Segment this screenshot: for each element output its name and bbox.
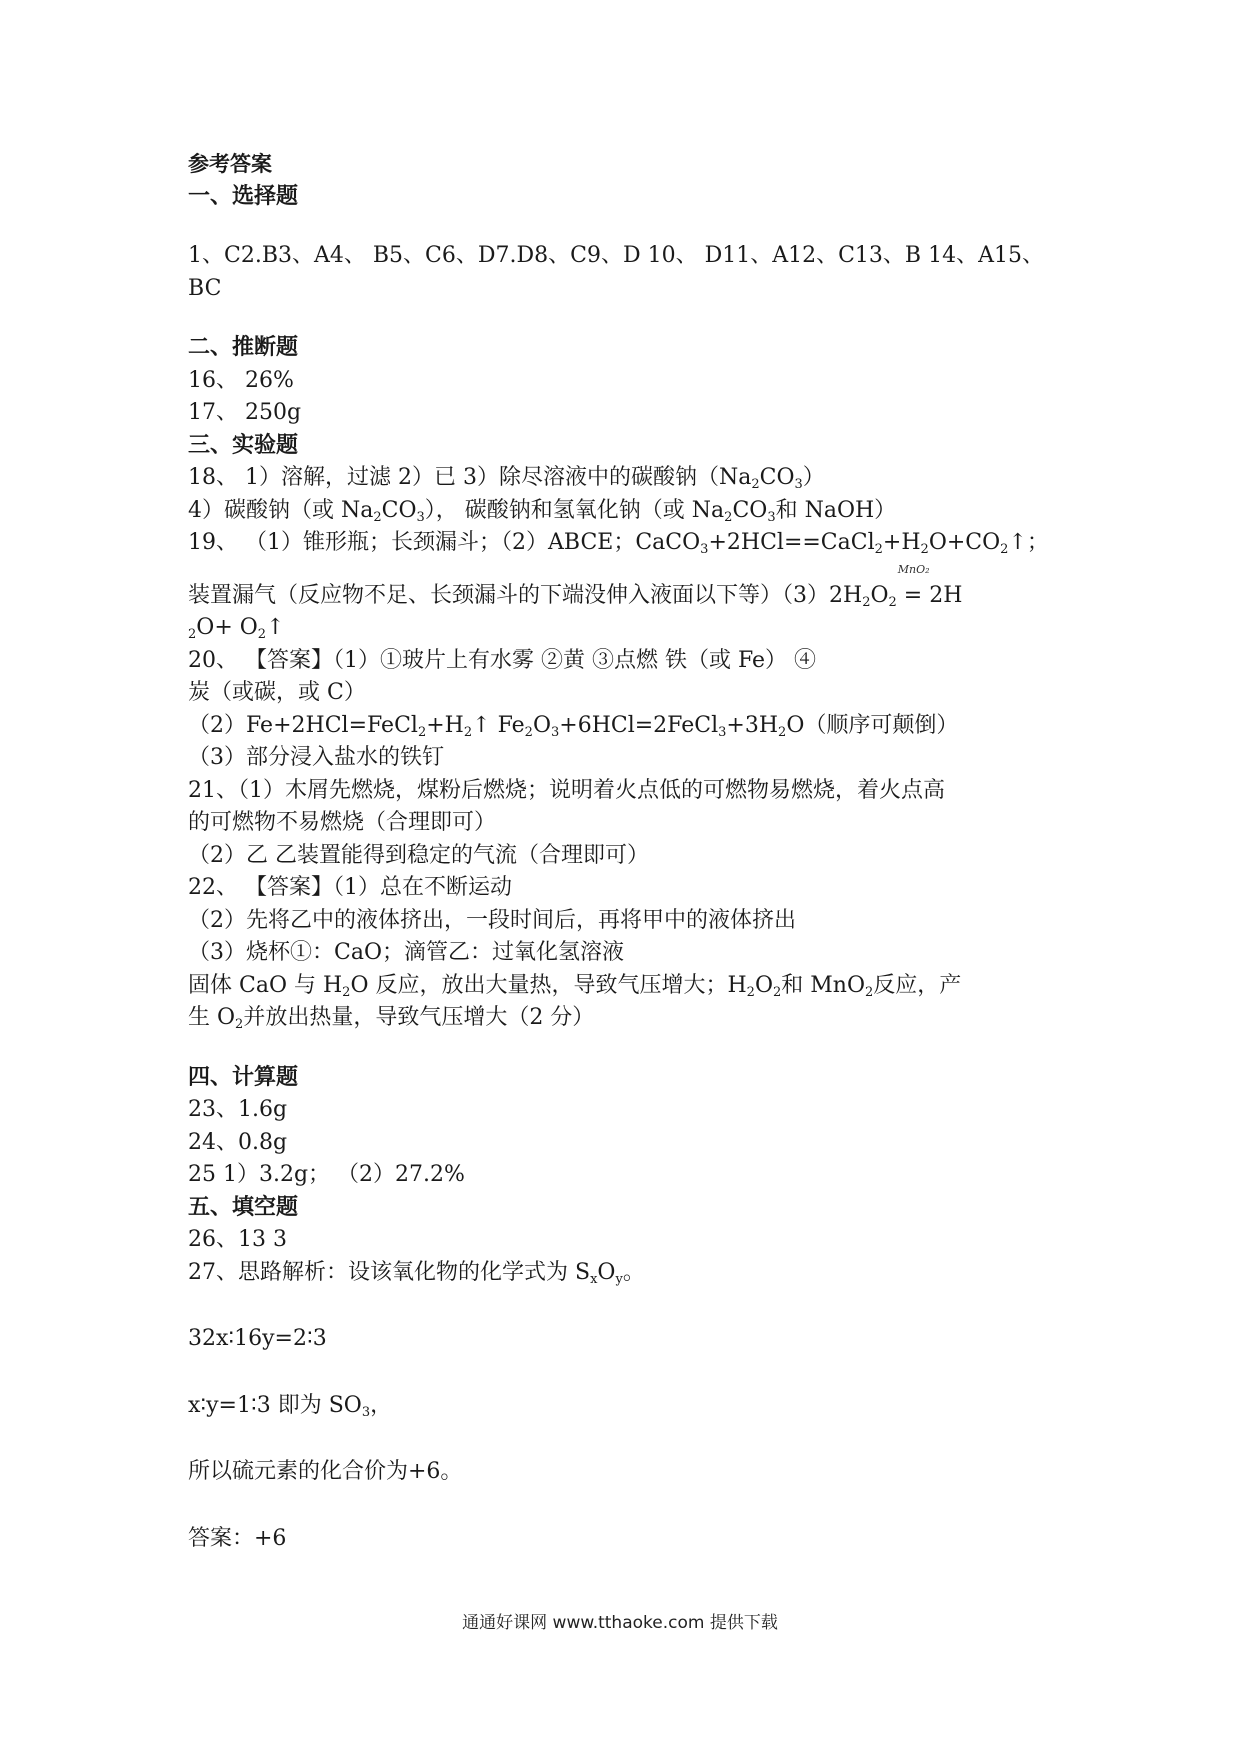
catalyst-equals-sign: MnO₂ = <box>904 580 922 613</box>
page-title: 参考答案 <box>188 152 272 176</box>
answer-22-line: 生 $O_2$并放出热量，导致气压增大（2 分） <box>188 1005 595 1032</box>
answer-23: 23、1.6g <box>188 1097 288 1122</box>
answer-18-line: 18、 1）溶解，过滤 2）已 3）除尽溶液中的碳酸钠$(Na_2CO_3)$ <box>188 465 825 492</box>
answer-19-line: 装置漏气（反应物不足、长颈漏斗的下端没伸入液面以下等）$(3)2H_2O_2$ MnO₂ = 2H <box>188 580 1068 613</box>
section-heading-experiment: 三、实验题 <box>188 432 299 458</box>
answer-20-line: $(2)Fe+2HCl=FeCl_2+H_2↑$ $Fe_2O_3+6HCl=2FeCl_3+3H_2O$（顺序可颠倒） <box>188 712 959 740</box>
answer-26: 26、13 3 <box>188 1227 287 1252</box>
catalyst-label: MnO₂ <box>897 562 930 576</box>
section-heading-inference: 二、推断题 <box>188 335 299 360</box>
answer-20-line: 炭（或碳，或 C） <box>188 680 366 705</box>
answer-22-line: （3）烧杯①：CaO；滴管乙：过氧化氢溶液 <box>188 940 624 965</box>
answer-19-line: 19、 （1）锥形瓶；长颈漏斗；（2）ABCE；$CaCO_3+2HCl==CaCl_2+H_2O+CO_2↑$； <box>188 530 1049 557</box>
answer-27-final: 答案：+6 <box>188 1525 287 1551</box>
section-heading-calculation: 四、计算题 <box>188 1064 299 1090</box>
answer-22-line: 22、 【答案】（1）总在不断运动 <box>188 875 512 900</box>
section-heading-choice: 一、选择题 <box>188 183 299 209</box>
answer-27-line: x∶y=1∶3 即为 $SO_3$， <box>188 1392 393 1420</box>
page-footer: 通通好课网 www.tthaoke.com 提供下载 <box>462 1613 778 1633</box>
answer-17: 17、 250g <box>188 400 302 425</box>
answer-27-line: 27、思路解析：设该氧化物的化学式为 $S_xO_y$。 <box>188 1259 645 1287</box>
answer-22-line: 固体 CaO 与 $H_2O$ 反应，放出大量热，导致气压增大；$H_2O_2$和 MnO$_2$反应，产 <box>188 972 962 1000</box>
answer-16: 16、 26% <box>188 367 294 393</box>
answer-24: 24、0.8g <box>188 1129 288 1155</box>
answer-19-line: $_2O+ O_2↑$ <box>188 615 285 642</box>
answer-22-line: （2）先将乙中的液体挤出，一段时间后，再将甲中的液体挤出 <box>188 907 796 933</box>
answer-20-line: 20、 【答案】（1）①玻片上有水雾 ②黄 ③点燃 铁（或 Fe） ④ <box>188 647 817 673</box>
answer-27-line: 所以硫元素的化合价为+6。 <box>188 1459 463 1484</box>
answer-21-line: （2）乙 乙装置能得到稳定的气流（合理即可） <box>188 842 649 868</box>
choice-answers-line: 1、C2.B3、A4、 B5、C6、D7.D8、C9、D 10、 D11、A12、C13、B 14、A15、 <box>188 243 1044 268</box>
answer-27-line: 32x∶16y=2∶3 <box>188 1326 327 1351</box>
choice-answers-line: BC <box>188 275 222 301</box>
answer-21-line: 21、（1）木屑先燃烧，煤粉后燃烧；说明着火点低的可燃物易燃烧，着火点高 <box>188 777 945 803</box>
answer-20-line: （3）部分浸入盐水的铁钉 <box>188 745 444 770</box>
answer-18-line: 4）碳酸钠（或 $Na_2CO_3$）， 碳酸钠和氢氧化钠（或 $Na_2CO_3$和 NaOH） <box>188 497 897 525</box>
section-heading-fill: 五、填空题 <box>188 1194 299 1220</box>
answer-document <box>188 148 1068 1555</box>
answer-21-line: 的可燃物不易燃烧（合理即可） <box>188 810 497 835</box>
answer-25: 25 1）3.2g； （2）27.2% <box>188 1162 465 1187</box>
